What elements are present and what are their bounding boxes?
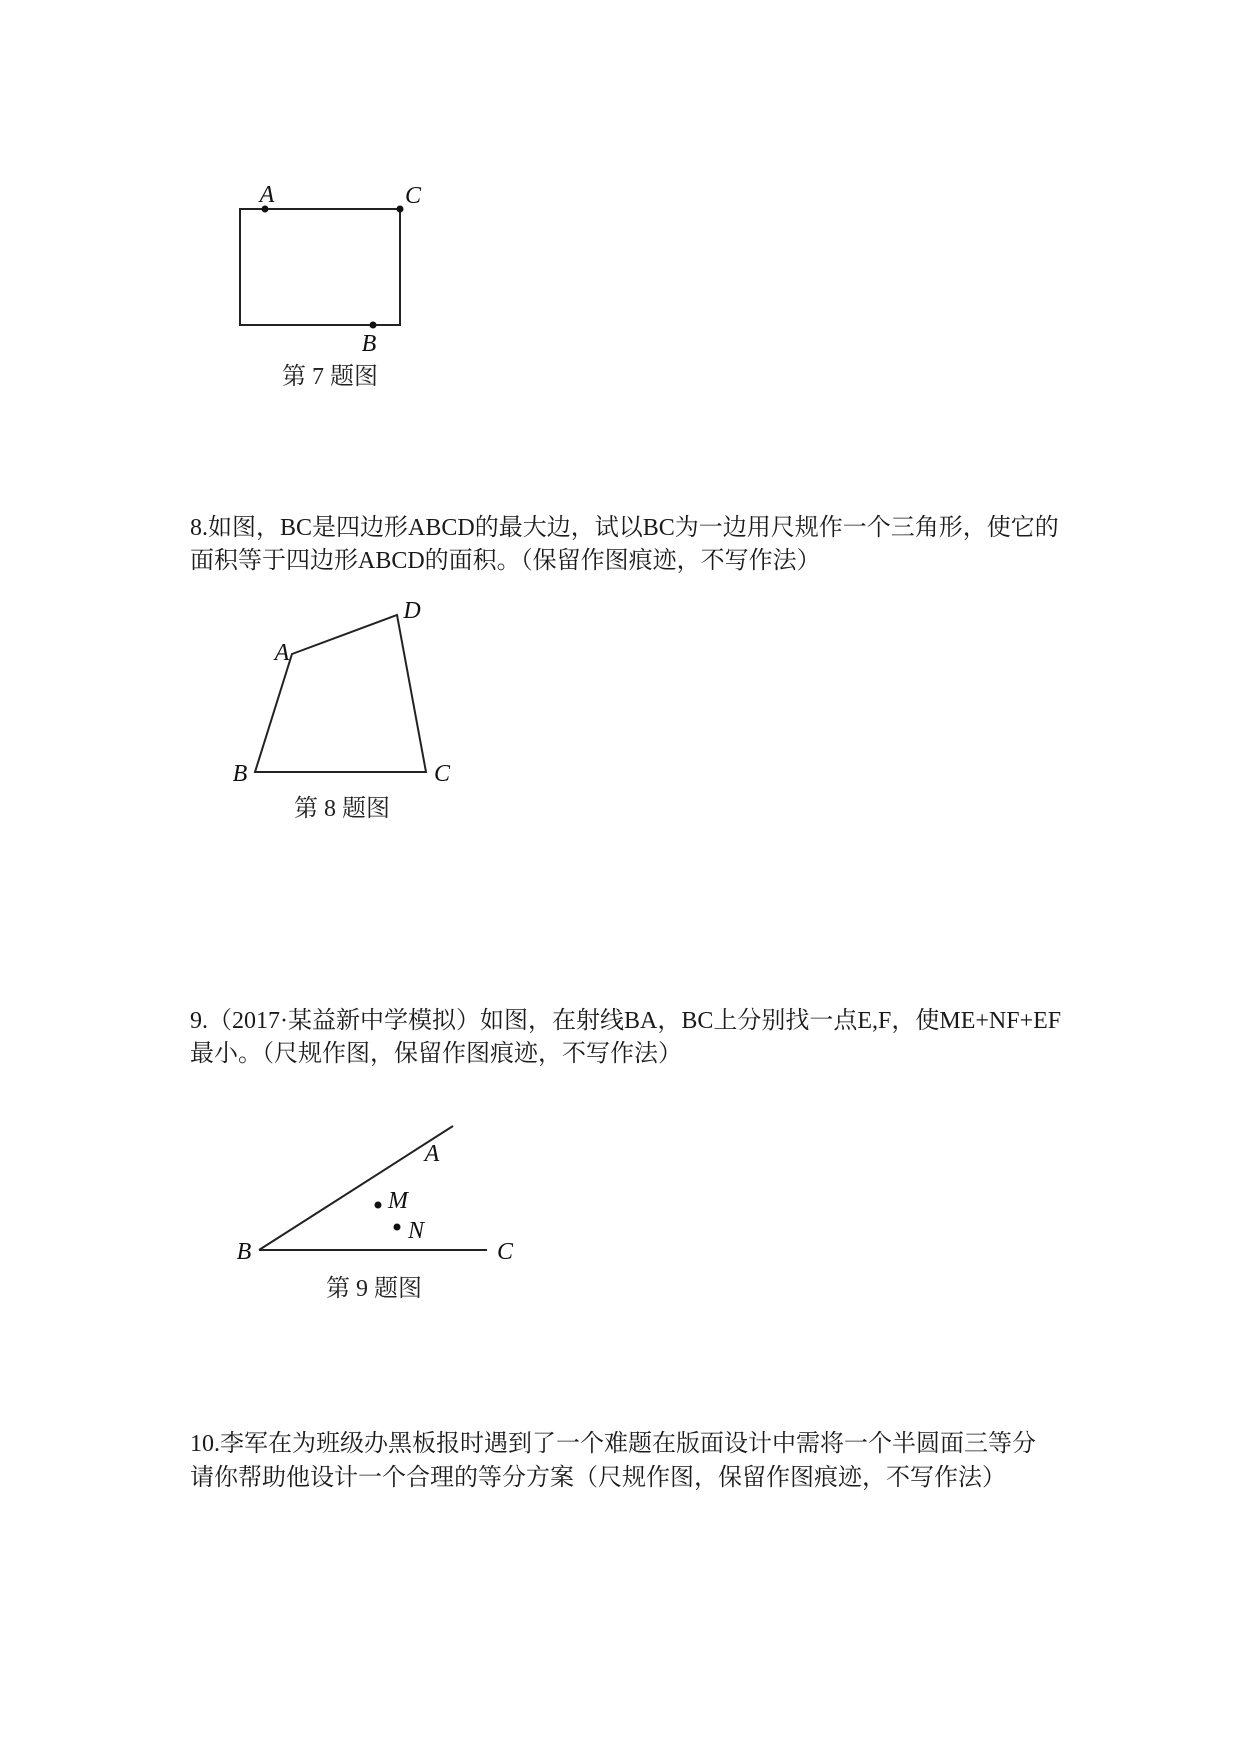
label-b: B bbox=[232, 761, 248, 787]
label-c: C bbox=[496, 1239, 514, 1265]
question-8-line-2: 面积等于四边形ABCD的面积。（保留作图痕迹，不写作法） bbox=[190, 548, 821, 574]
figure-8-caption: 第 8 题图 bbox=[294, 796, 390, 822]
figure-8 bbox=[233, 598, 451, 822]
figure-7-caption: 第 7 题图 bbox=[282, 364, 378, 390]
figure-7 bbox=[240, 182, 422, 390]
point-c-dot bbox=[397, 206, 404, 213]
quadrilateral-abcd bbox=[255, 615, 426, 772]
label-a: A bbox=[259, 182, 275, 208]
question-10-line-2: 请你帮助他设计一个合理的等分方案（尺规作图，保留作图痕迹，不写作法） bbox=[190, 1465, 1006, 1491]
figure-7-rectangle bbox=[240, 209, 400, 325]
point-b-dot bbox=[370, 322, 377, 329]
question-10-line-1: 10.李军在为班级办黑板报时遇到了一个难题在版面设计中需将一个半圆面三等分 bbox=[190, 1431, 1036, 1457]
figure-9-caption: 第 9 题图 bbox=[326, 1276, 422, 1302]
question-8-line-1: 8.如图，BC是四边形ABCD的最大边，试以BC为一边用尺规作一个三角形，使它的 bbox=[190, 515, 1059, 541]
point-n-dot bbox=[394, 1224, 401, 1231]
label-b: B bbox=[361, 331, 377, 357]
label-m: M bbox=[388, 1188, 408, 1214]
question-9-line-1: 9.（2017·某益新中学模拟）如图，在射线BA，BC上分别找一点E,F，使ME+NF+EF bbox=[190, 1008, 1062, 1034]
label-a: A bbox=[274, 640, 290, 666]
point-m-dot bbox=[375, 1202, 382, 1209]
label-c: C bbox=[433, 761, 451, 787]
label-c: C bbox=[404, 183, 422, 209]
figure-9 bbox=[237, 1126, 514, 1302]
question-9-line-2: 最小。（尺规作图，保留作图痕迹，不写作法） bbox=[190, 1041, 682, 1067]
label-a: A bbox=[424, 1141, 440, 1167]
label-n: N bbox=[407, 1218, 425, 1244]
label-b: B bbox=[236, 1239, 252, 1265]
label-d: D bbox=[403, 598, 421, 624]
